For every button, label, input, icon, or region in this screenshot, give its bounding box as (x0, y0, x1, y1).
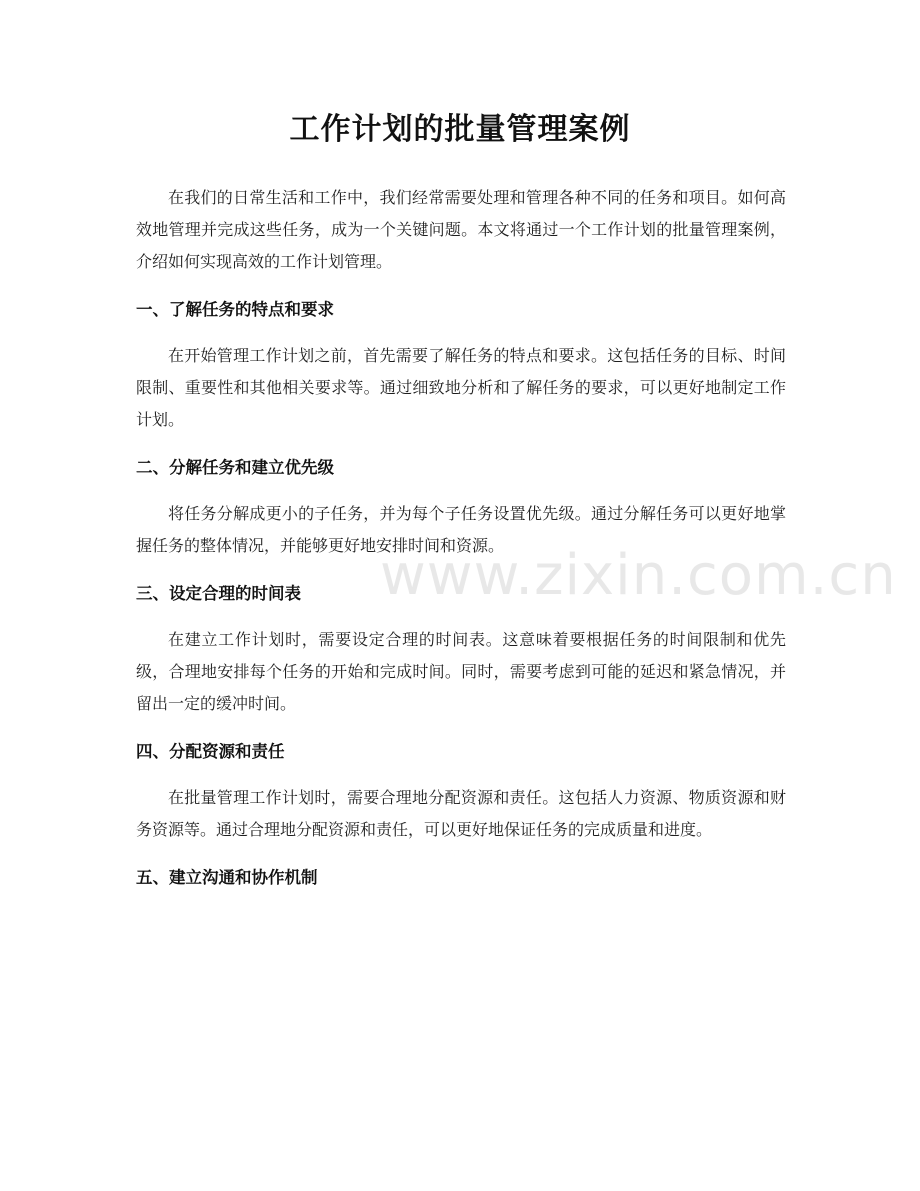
section-heading-1: 一、了解任务的特点和要求 (136, 300, 334, 319)
section-heading-3: 三、设定合理的时间表 (136, 584, 301, 603)
section-heading-4: 四、分配资源和责任 (136, 742, 285, 761)
section-paragraph-1: 在开始管理工作计划之前，首先需要了解任务的特点和要求。这包括任务的目标、时间限制、重要性和其他相关要求等。通过细致地分析和了解任务的要求，可以更好地制定工作计划。 (136, 346, 786, 429)
watermark-text: www.zixin.com.cn (380, 543, 897, 608)
document-title: 工作计划的批量管理案例 (289, 112, 631, 147)
document-body (136, 182, 786, 890)
section-heading-5: 五、建立沟通和协作机制 (136, 868, 318, 887)
section-paragraph-4: 在批量管理工作计划时，需要合理地分配资源和责任。这包括人力资源、物质资源和财务资源等。通过合理地分配资源和责任，可以更好地保证任务的完成质量和进度。 (136, 788, 786, 839)
intro-paragraph: 在我们的日常生活和工作中，我们经常需要处理和管理各种不同的任务和项目。如何高效地管理并完成这些任务，成为一个关键问题。本文将通过一个工作计划的批量管理案例，介绍如何实现高效的工作计划管理。 (136, 188, 786, 271)
section-paragraph-2: 将任务分解成更小的子任务，并为每个子任务设置优先级。通过分解任务可以更好地掌握任务的整体情况，并能够更好地安排时间和资源。 (136, 504, 786, 555)
section-heading-2: 二、分解任务和建立优先级 (136, 458, 334, 477)
section-paragraph-3: 在建立工作计划时，需要设定合理的时间表。这意味着要根据任务的时间限制和优先级，合理地安排每个任务的开始和完成时间。同时，需要考虑到可能的延迟和紧急情况，并留出一定的缓冲时间。 (136, 630, 786, 713)
